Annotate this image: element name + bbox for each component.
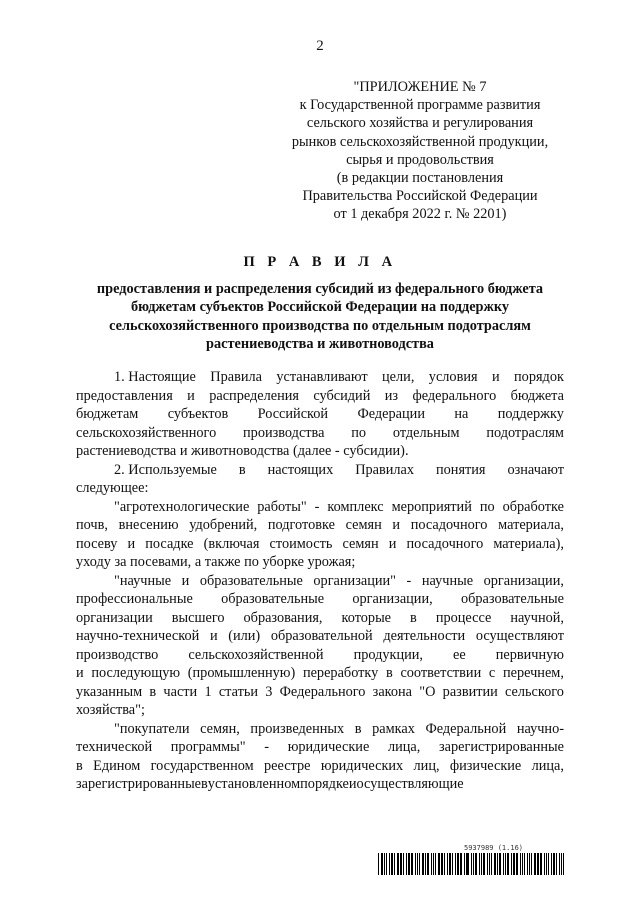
word: профессиональные xyxy=(76,591,193,607)
word: ее xyxy=(453,646,466,663)
word: государственном xyxy=(150,757,254,774)
barcode-bar xyxy=(389,853,390,875)
word: организации, xyxy=(483,572,564,589)
word: семян, xyxy=(200,720,240,737)
barcode xyxy=(378,853,566,875)
word: сельскохозяйственного xyxy=(76,424,217,441)
paragraph-line xyxy=(76,368,564,387)
word: "научные xyxy=(114,572,172,589)
paragraph-line xyxy=(76,442,564,461)
barcode-bar xyxy=(537,853,539,875)
barcode-bar xyxy=(427,853,429,875)
word: установленном xyxy=(207,776,301,792)
word: предоставления xyxy=(76,387,173,404)
paragraph xyxy=(76,368,564,461)
word: соответствии xyxy=(400,665,482,681)
word: осуществляющие xyxy=(356,776,464,792)
word: Федерального xyxy=(279,683,366,700)
word: посеву xyxy=(76,535,118,552)
appendix-line: к Государственной программе развития xyxy=(299,97,541,114)
word: зарегистрированные xyxy=(76,776,202,792)
word: обработке xyxy=(502,498,564,515)
paragraph-line xyxy=(76,553,564,572)
paragraph-line xyxy=(76,701,564,720)
barcode-bar xyxy=(447,853,448,875)
barcode-bar xyxy=(531,853,532,875)
word: лица, xyxy=(531,757,564,774)
barcode-bar xyxy=(435,853,436,875)
appendix-line: (в редакции постановления xyxy=(336,170,504,187)
word: научно-технической xyxy=(76,628,200,644)
word: по xyxy=(479,498,495,515)
paragraph-line xyxy=(76,775,564,794)
word: развитии xyxy=(442,683,498,700)
word: программы" xyxy=(170,739,246,755)
barcode-bar xyxy=(411,853,413,875)
word: первичную xyxy=(495,646,564,663)
appendix-header xyxy=(270,78,570,224)
word: уходу за посевами, а также по уборке урожая; xyxy=(76,554,356,570)
word: зарегистрированные xyxy=(438,739,564,755)
barcode-bar xyxy=(419,853,420,875)
paragraph-line xyxy=(76,609,564,628)
barcode-bar xyxy=(559,853,560,875)
paragraph-line xyxy=(76,572,564,591)
barcode-bar xyxy=(473,853,474,875)
word: работы" xyxy=(257,498,307,515)
word: образования, xyxy=(243,609,323,626)
paragraph-line xyxy=(76,479,564,498)
barcode-bar xyxy=(551,853,552,875)
word: условия xyxy=(428,369,478,385)
paragraph-line xyxy=(76,498,564,517)
barcode-bar xyxy=(471,853,472,875)
barcode-bar xyxy=(449,853,451,875)
barcode-bar xyxy=(561,853,562,875)
word: (включая xyxy=(203,535,260,552)
barcode-bar xyxy=(483,853,485,875)
paragraph-line xyxy=(76,461,564,480)
word: посадочного xyxy=(410,517,488,533)
word: поддержку xyxy=(497,406,564,422)
word: высшего xyxy=(171,609,225,626)
paragraph-line xyxy=(76,590,564,609)
barcode-bar xyxy=(544,853,545,875)
barcode-bar xyxy=(433,853,434,875)
paragraph-line xyxy=(76,424,564,443)
word: Правилах xyxy=(355,461,415,478)
word: закона xyxy=(372,683,413,700)
word: почв, xyxy=(76,517,108,533)
barcode-bar xyxy=(455,853,456,875)
paragraph xyxy=(76,720,564,794)
document-title: П Р А В И Л А xyxy=(243,254,397,270)
barcode-bar xyxy=(481,853,482,875)
barcode-bar xyxy=(507,853,509,875)
word: 3 xyxy=(265,683,273,700)
word: порядок xyxy=(514,369,564,385)
word: бюджета xyxy=(510,387,564,404)
word: сельскохозяйственной xyxy=(188,646,324,663)
barcode-number: 5937989 (1.16) xyxy=(464,844,524,852)
appendix-line: сырья и продовольствия xyxy=(346,151,494,168)
word: Федерации xyxy=(357,406,425,422)
barcode-bar xyxy=(524,853,525,875)
paragraph-line xyxy=(76,738,564,757)
word: в xyxy=(76,757,83,774)
barcode-bar xyxy=(466,853,467,875)
barcode-bar xyxy=(529,853,530,875)
barcode-bar xyxy=(452,853,453,875)
word: сельского xyxy=(505,683,564,700)
paragraph-line xyxy=(76,387,564,406)
barcode-bar xyxy=(460,853,462,875)
word: лица, xyxy=(387,739,421,755)
word: Едином xyxy=(93,757,141,774)
word: части xyxy=(163,683,198,700)
word: статьи xyxy=(218,683,258,700)
word: 1. Настоящие xyxy=(114,369,196,385)
barcode-bar xyxy=(422,853,424,875)
word: цели, xyxy=(382,369,415,385)
barcode-bar xyxy=(553,853,555,875)
barcode-bar xyxy=(400,853,402,875)
word: устанавливают xyxy=(276,369,368,385)
word: технической xyxy=(76,739,153,755)
word: производства xyxy=(243,424,325,441)
barcode-bar xyxy=(491,853,492,875)
word: удобрений, xyxy=(189,517,258,533)
barcode-bar xyxy=(479,853,480,875)
word: - xyxy=(314,498,320,515)
paragraph-line xyxy=(76,757,564,776)
word: организации, xyxy=(352,591,433,607)
subtitle-line: бюджетам субъектов Российской Федерации на поддержку xyxy=(130,299,510,316)
word: отдельным xyxy=(392,424,460,441)
word: материала, xyxy=(498,517,564,533)
word: научно- xyxy=(516,720,564,737)
word: юридические xyxy=(287,739,370,755)
word: организации" xyxy=(313,572,396,589)
word: и xyxy=(491,369,500,385)
barcode-bar xyxy=(546,853,547,875)
appendix-line: от 1 декабря 2022 г. № 2201) xyxy=(333,206,507,223)
word: посадке xyxy=(145,535,194,552)
word: продукции, xyxy=(353,646,423,663)
word: указанным xyxy=(76,683,143,700)
word: субсидий xyxy=(313,387,371,404)
barcode-bar xyxy=(441,853,443,875)
barcode-bar xyxy=(563,853,564,875)
barcode-bar xyxy=(403,853,404,875)
barcode-bar xyxy=(391,853,393,875)
word: перечнем, xyxy=(502,665,564,681)
barcode-bar xyxy=(511,853,512,875)
word: внесению xyxy=(118,517,179,533)
word: "агротехнологические xyxy=(114,498,250,515)
word: производство xyxy=(76,646,159,663)
word: (промышленную) xyxy=(187,665,296,681)
word: - xyxy=(406,572,412,589)
paragraph-line xyxy=(76,516,564,535)
barcode-bar xyxy=(378,853,379,875)
word: подготовке xyxy=(267,517,335,533)
word: комплекс xyxy=(327,498,384,515)
word: материала), xyxy=(493,535,564,552)
word: Федеральной xyxy=(425,720,507,737)
word: научные xyxy=(421,572,474,589)
barcode-bar xyxy=(527,853,528,875)
barcode-bar xyxy=(499,853,501,875)
paragraph-line xyxy=(76,405,564,424)
word: стоимость xyxy=(269,535,333,552)
barcode-bar xyxy=(522,853,523,875)
barcode-bar xyxy=(556,853,557,875)
word: переработку xyxy=(302,665,379,681)
barcode-bar xyxy=(503,853,504,875)
word: и xyxy=(348,776,357,792)
word: семян xyxy=(342,535,379,552)
word: следующее: xyxy=(76,480,149,496)
word: рамках xyxy=(372,720,415,737)
word: распределения xyxy=(209,387,299,404)
paragraph-line xyxy=(76,664,564,683)
word: понятия xyxy=(436,461,486,478)
subtitle-line: предоставления и распределения субсидий из федерального бюджета xyxy=(96,281,544,297)
word: посадочного xyxy=(406,535,484,552)
barcode-bar xyxy=(394,853,395,875)
word: "О xyxy=(419,683,436,700)
word: организации xyxy=(76,609,153,626)
barcode-bar xyxy=(386,853,387,875)
paragraph-line xyxy=(76,720,564,739)
barcode-bar xyxy=(548,853,549,875)
word: - xyxy=(264,739,270,755)
barcode-bar xyxy=(384,853,385,875)
word: и xyxy=(181,572,190,589)
word: последующую xyxy=(91,665,181,681)
barcode-bar xyxy=(406,853,407,875)
word: 2. Используемые xyxy=(114,461,217,478)
barcode-bar xyxy=(415,853,416,875)
word: означают xyxy=(507,461,564,478)
barcode-bar xyxy=(425,853,426,875)
word: мероприятий xyxy=(391,498,472,515)
barcode-bar xyxy=(534,853,536,875)
appendix-line: Правительства Российской Федерации xyxy=(302,188,538,205)
word: с xyxy=(488,665,496,681)
barcode-bar xyxy=(464,853,465,875)
word: субъектов xyxy=(167,406,229,422)
paragraph xyxy=(76,461,564,498)
paragraph-line xyxy=(76,646,564,665)
paragraph-line xyxy=(76,627,564,646)
word: 1 xyxy=(204,683,212,700)
barcode-bar xyxy=(444,853,445,875)
word: деятельности xyxy=(383,628,466,644)
paragraph-line xyxy=(76,683,564,702)
barcode-bar xyxy=(505,853,506,875)
subtitle-line: растениеводства и животноводства xyxy=(206,335,434,352)
barcode-bar xyxy=(516,853,518,875)
barcode-bar xyxy=(417,853,418,875)
barcode-bar xyxy=(438,853,440,875)
word: на xyxy=(454,406,469,422)
word: в xyxy=(385,665,393,681)
appendix-line: рынков сельскохозяйственной продукции, xyxy=(291,133,549,150)
word: образовательные xyxy=(199,572,303,589)
word: и xyxy=(76,665,84,681)
word: Правила xyxy=(210,369,262,385)
word: настоящих xyxy=(267,461,334,478)
word: в xyxy=(201,776,208,792)
word: и xyxy=(127,535,136,552)
word: процессе xyxy=(435,609,492,626)
barcode-bar xyxy=(408,853,410,875)
word: физические xyxy=(449,757,522,774)
word: и xyxy=(388,535,397,552)
barcode-bar xyxy=(381,853,383,875)
word: юридических xyxy=(320,757,404,774)
appendix-line: "ПРИЛОЖЕНИЕ № 7 xyxy=(353,79,487,95)
word: по xyxy=(351,424,367,441)
word: осуществляют xyxy=(475,628,564,644)
word: образовательные xyxy=(460,591,564,607)
barcode-bar xyxy=(497,853,498,875)
page-number: 2 xyxy=(316,38,324,54)
word: в xyxy=(149,683,157,700)
word: в xyxy=(354,720,362,737)
word: и xyxy=(392,517,401,533)
barcode-bar xyxy=(489,853,490,875)
word: (или) xyxy=(228,628,261,644)
word: федерального xyxy=(412,387,497,404)
word: из xyxy=(384,387,399,404)
barcode-bar xyxy=(494,853,496,875)
word: порядке xyxy=(300,776,349,792)
word: растениеводства и животноводства (далее - субсидии). xyxy=(76,443,409,459)
word: семян xyxy=(345,517,382,533)
paragraph xyxy=(76,572,564,720)
paragraph-line xyxy=(76,535,564,554)
barcode-bar xyxy=(520,853,521,875)
subtitle-line: сельскохозяйственного производства по отдельным подотраслям xyxy=(109,317,531,334)
paragraph xyxy=(76,498,564,572)
word: произведенных xyxy=(250,720,345,737)
barcode-bar xyxy=(431,853,432,875)
word: Российской xyxy=(257,406,329,422)
word: подотраслям xyxy=(486,424,564,441)
word: и xyxy=(187,387,195,404)
appendix-line: сельского хозяйства и регулирования xyxy=(306,115,534,132)
document-subtitle xyxy=(70,280,570,353)
word: лиц, xyxy=(413,757,440,774)
barcode-bar xyxy=(540,853,542,875)
barcode-bar xyxy=(467,853,469,875)
word: которые xyxy=(341,609,392,626)
word: "покупатели xyxy=(114,720,190,737)
barcode-bar xyxy=(397,853,399,875)
word: образовательной xyxy=(270,628,373,644)
word: реестре xyxy=(264,757,311,774)
barcode-bar xyxy=(513,853,515,875)
word: научной, xyxy=(510,609,564,626)
barcode-bar xyxy=(487,853,488,875)
barcode-bar xyxy=(475,853,477,875)
body-text xyxy=(76,368,564,794)
word: образовательные xyxy=(221,591,325,607)
word: хозяйства"; xyxy=(76,702,145,718)
barcode-bar xyxy=(457,853,459,875)
word: в xyxy=(238,461,246,478)
word: и xyxy=(209,628,218,644)
word: в xyxy=(410,609,417,626)
word: бюджетам xyxy=(76,406,139,422)
